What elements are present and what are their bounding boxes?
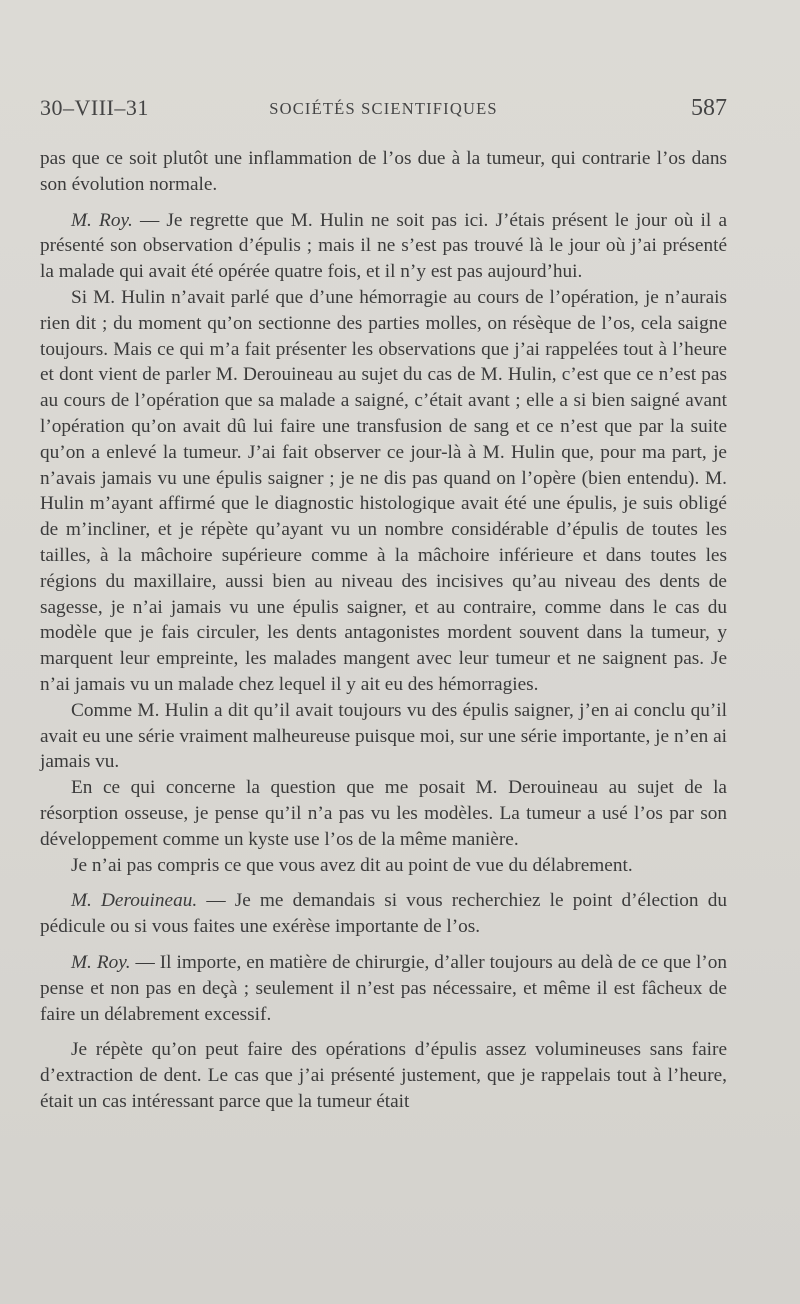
- paragraph-text: pas que ce soit plutôt une inflammation de l’os due à la tumeur, qui contrarie l’os dans son évolution normale.: [40, 148, 727, 195]
- paragraph: [40, 1037, 727, 1114]
- header-section-title: SOCIÉTÉS SCIENTIFIQUES: [269, 99, 498, 118]
- paragraph-text: — Je me demandais si vous recherchiez le point d’élection du pédicule ou si vous faites une exérèse importante de l’os.: [40, 890, 727, 938]
- paragraph: [40, 950, 727, 1027]
- paragraph: [40, 146, 727, 198]
- paragraph: [40, 853, 727, 879]
- paragraph-text: — Je regrette que M. Hulin ne soit pas ici. J’étais présent le jour où il a présenté son observation d’épulis ; mais il ne s’est pas trouvé là le jour où j’ai présenté la malade qui avait été opérée quatre fois, et il n’y est pas aujourd’hui.: [40, 209, 727, 283]
- paragraph-text: — Il importe, en matière de chirurgie, d’aller toujours au delà de ce que l’on pense et non pas en deçà ; seulement il n’est pas nécessaire, et même il est fâcheux de faire un délabrement excessif.: [40, 951, 728, 1025]
- paragraph: [40, 698, 727, 775]
- paragraph-text: Si M. Hulin n’avait parlé que d’une hémorragie au cours de l’opération, je n’aurais rien dit ; du moment qu’on sectionne des parties molles, on résèque de l’os, cela saigne toujours. Mais ce qui m’a fait présenter les observations que j’ai rappelées tout à l’heure et dont vient de parler M. Derouineau au sujet du cas de M. Hulin, c’est que ce n’est pas au cours de l’opération que sa malade a saigné, c’était avant ; elle a si bien saigné avant l’opération qu’on avait dû lui faire une transfusion de sang et ce n’est que par la suite qu’on a enlevé la tumeur. J’ai fait observer ce jour-là à M. Hulin que, pour ma part, je n’avais jamais vu une épulis saigner ; je ne dis pas quand on l’opère (bien entendu). M. Hulin m’ayant affirmé que le diagnostic histologique avait été une épulis, je suis obligé de m’incliner, et je répète qu’ayant vu un nombre considérable d’épulis de toutes les tailles, à la mâchoire supérieure comme à la mâchoire inférieure et dans toutes les régions du maxillaire, aussi bien au niveau des incisives qu’au niveau des dents de sagesse, je n’ai jamais vu une épulis saigner, et au contraire, comme dans le cas du modèle que je fais circuler, les dents antagonistes mordent souvent dans la tumeur, y marquent leur empreinte, les malades mangent avec leur tumeur et ne saignent pas. Je n’ai jamais vu un malade chez lequel il y ait eu des hémorragies.: [40, 286, 727, 695]
- body-text: [40, 146, 727, 1115]
- speaker-name: M. Roy.: [71, 209, 133, 231]
- paragraph-text: Je n’ai pas compris ce que vous avez dit au point de vue du délabrement.: [71, 854, 633, 876]
- running-head: [40, 95, 727, 131]
- paragraph: [40, 285, 727, 698]
- page-number: 587: [691, 95, 727, 121]
- paragraph: [40, 775, 727, 852]
- speaker-name: M. Roy.: [71, 951, 131, 973]
- paragraph: [40, 888, 727, 940]
- header-date: 30–VIII–31: [40, 95, 149, 120]
- speaker-name: M. Derouineau.: [71, 890, 198, 912]
- paragraph-text: En ce qui concerne la question que me posait M. Derouineau au sujet de la résorption osseuse, je pense qu’il n’a pas vu les modèles. La tumeur a usé l’os par son développement comme un kyste use l’os de la même manière.: [40, 777, 727, 850]
- paragraph-text: Comme M. Hulin a dit qu’il avait toujours vu des épulis saigner, j’en ai conclu qu’il avait eu une série vraiment malheureuse puisque moi, sur une série importante, je n’en ai jamais vu.: [40, 699, 727, 773]
- paragraph-text: Je répète qu’on peut faire des opérations d’épulis assez volumineuses sans faire d’extraction de dent. Le cas que j’ai présenté justement, que je rappelais tout à l’heure, était un cas intéressant parce que la tumeur était: [40, 1039, 727, 1112]
- paragraph: [40, 208, 727, 285]
